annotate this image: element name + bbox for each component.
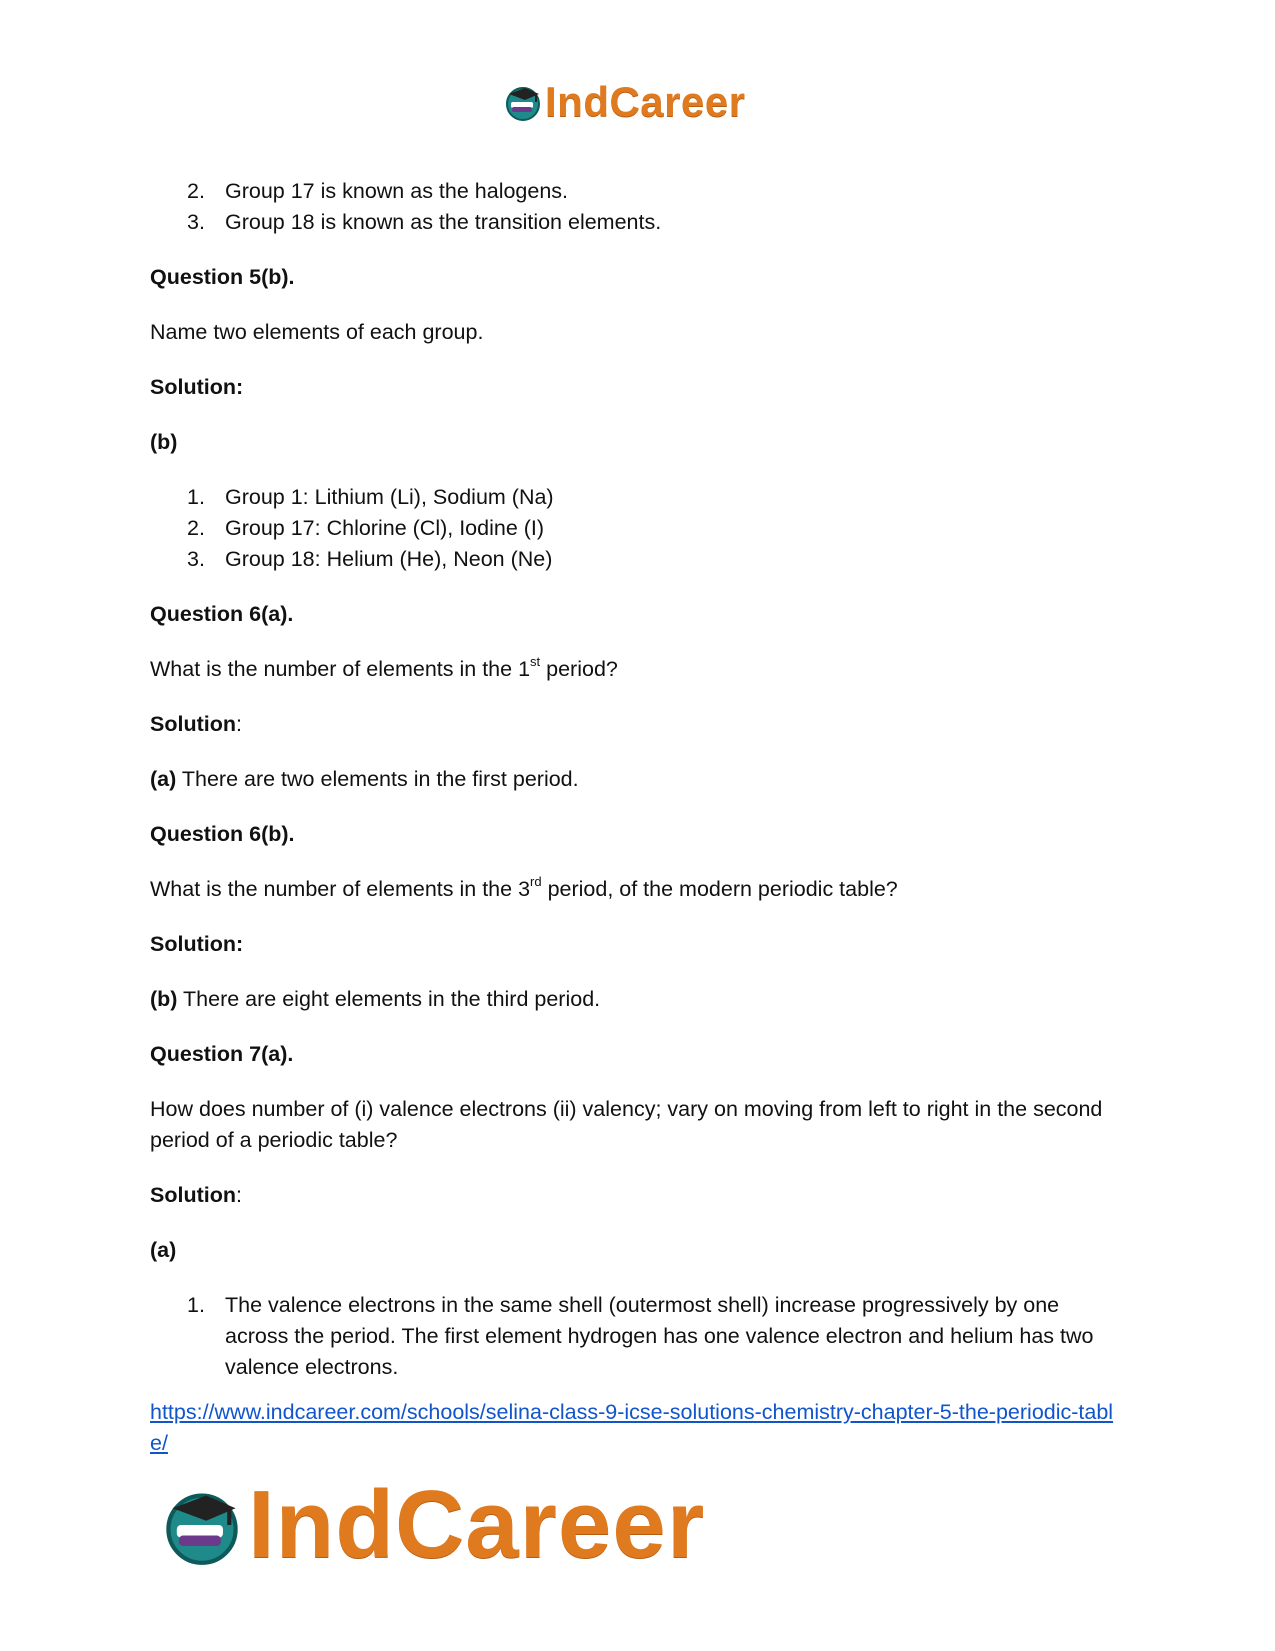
question-5b-text: Name two elements of each group. bbox=[150, 320, 484, 344]
list-item: 1. The valence electrons in the same shell (outermost shell) increase progressively by one across the period. The first element hydrogen has one valence electron and helium has two valence electrons. bbox=[187, 1293, 1094, 1379]
solution-part-label: (a) bbox=[150, 1238, 177, 1262]
question-7a-text: How does number of (i) valence electrons (ii) valency; vary on moving from left to right in the second period of a periodic table? bbox=[150, 1097, 1103, 1152]
group-elements-list bbox=[150, 482, 1125, 575]
solution-label: Solution: bbox=[150, 712, 242, 736]
solution-part-label: (b) bbox=[150, 430, 178, 454]
globe-graduation-cap-icon bbox=[503, 82, 543, 122]
globe-graduation-cap-icon bbox=[160, 1483, 244, 1567]
brand-name: IndCareer bbox=[545, 78, 746, 125]
document-content bbox=[150, 176, 1125, 1459]
solution-label: Solution: bbox=[150, 932, 244, 956]
answer-6b: (b) There are eight elements in the third period. bbox=[150, 987, 601, 1011]
list-item: 2. Group 17: Chlorine (Cl), Iodine (I) bbox=[187, 516, 545, 540]
solution-label: Solution: bbox=[150, 375, 244, 399]
list-item: 3. Group 18: Helium (He), Neon (Ne) bbox=[187, 547, 553, 571]
question-6b-text: What is the number of elements in the 3rd period, of the modern periodic table? bbox=[150, 873, 898, 901]
list-item: 1. Group 1: Lithium (Li), Sodium (Na) bbox=[187, 485, 554, 509]
source-url-link[interactable]: https://www.indcareer.com/schools/selina-class-9-icse-solutions-chemistry-chapter-5-the-periodic-table/ bbox=[150, 1400, 1114, 1455]
valence-explanation-list bbox=[150, 1290, 1125, 1383]
question-6a-text: What is the number of elements in the 1st period? bbox=[150, 653, 618, 681]
group-names-list bbox=[150, 176, 1125, 238]
question-7a-heading: Question 7(a). bbox=[150, 1042, 294, 1066]
question-6a-heading: Question 6(a). bbox=[150, 602, 294, 626]
indcareer-logo-bottom[interactable] bbox=[160, 1470, 705, 1580]
answer-6a: (a) There are two elements in the first period. bbox=[150, 767, 579, 791]
question-6b-heading: Question 6(b). bbox=[150, 822, 295, 846]
list-item: 3. Group 18 is known as the transition elements. bbox=[187, 210, 662, 234]
indcareer-logo-top[interactable] bbox=[503, 78, 746, 126]
solution-label: Solution: bbox=[150, 1183, 242, 1207]
question-5b-heading: Question 5(b). bbox=[150, 265, 295, 289]
brand-name: IndCareer bbox=[248, 1471, 706, 1578]
list-item: 2. Group 17 is known as the halogens. bbox=[187, 179, 569, 203]
